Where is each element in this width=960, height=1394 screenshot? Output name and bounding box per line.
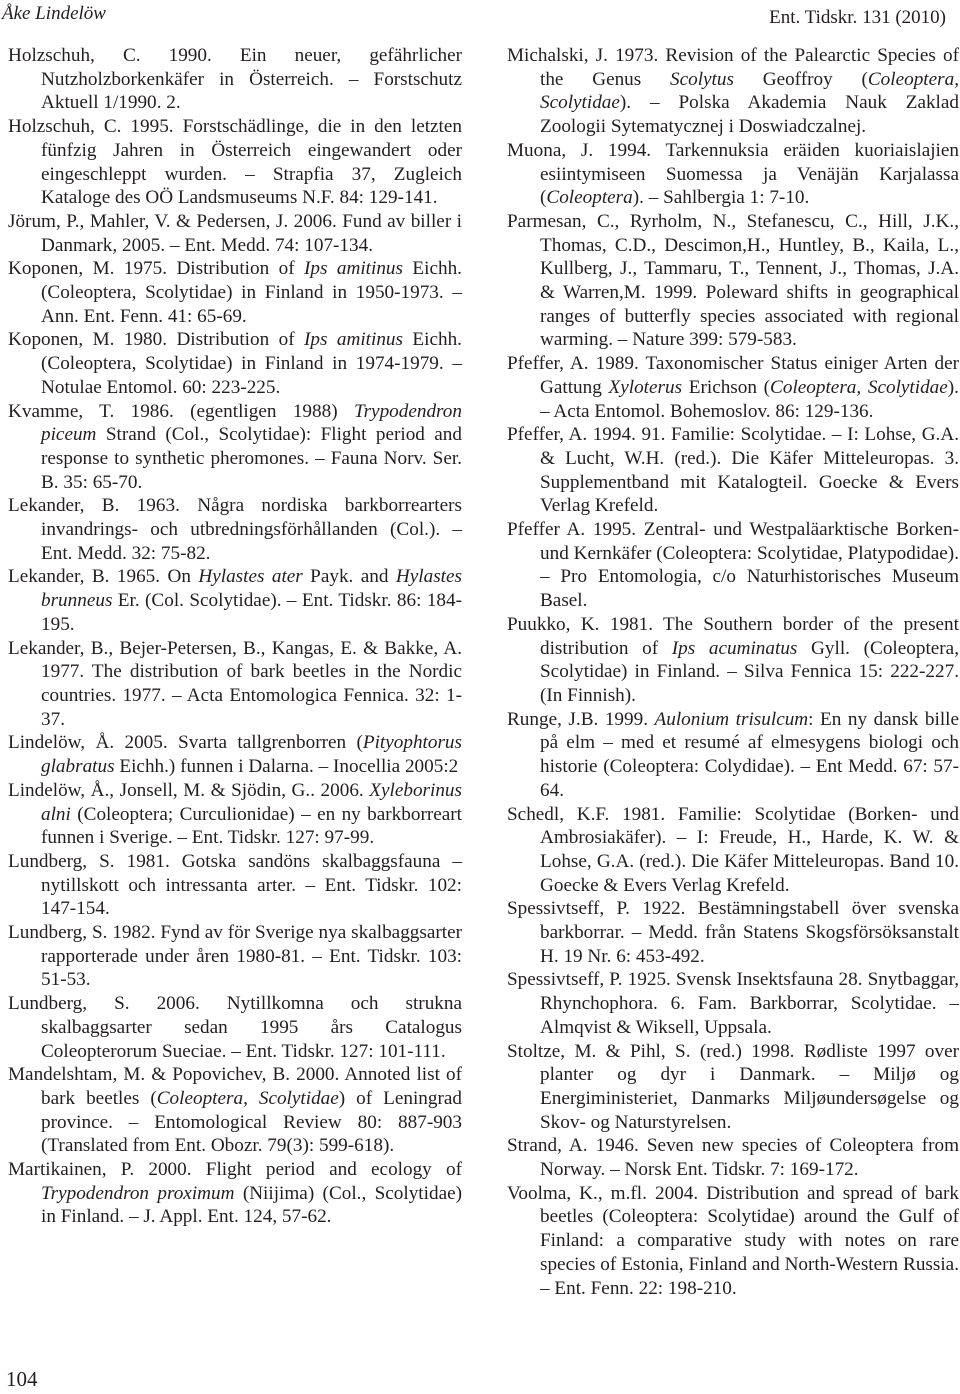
reference-italic-text: Trypodendron proximum <box>41 1182 235 1204</box>
reference-italic-text: Coleoptera, Scolytidae <box>540 68 959 114</box>
reference-text: Pfeffer A. 1995. Zentral- und Westpaläarktische Borken- und Kernkäfer (Coleoptera: Scolytidae, Platypodidae). – Pro Entomologia, c/o Naturhistorisches Museum Basel. <box>507 519 959 612</box>
reference-entry <box>507 518 959 613</box>
reference-text: Koponen, M. 1980. Distribution of <box>8 329 305 351</box>
reference-text: Schedl, K.F. 1981. Familie: Scolytidae (Borken- und Ambrosiakäfer). – I: Freude, H., Harde, K. W. & Lohse, G.A. (red.). Die Käfer Mitteleuropas. Band 10. Goecke & Evers Verlag Krefeld. <box>507 803 959 896</box>
reference-entry <box>8 210 462 257</box>
reference-text: Holzschuh, C. 1990. Ein neuer, gefährlicher Nutzholzborkenkäfer in Österreich. – Forstschutz Aktuell 1/1990. 2. <box>8 45 462 114</box>
reference-italic-text: Coleoptera, Scolytidae <box>770 376 948 398</box>
reference-text: Kvamme, T. 1986. (egentligen 1988) <box>8 400 354 422</box>
references-column-left <box>8 44 462 1229</box>
reference-text: Runge, J.B. 1999. <box>507 708 655 730</box>
reference-text: Geoffroy ( <box>733 68 868 90</box>
reference-text: Lekander, B. 1965. On <box>8 566 199 588</box>
reference-entry <box>507 897 959 968</box>
reference-text: Koponen, M. 1975. Distribution of <box>8 258 305 280</box>
reference-italic-text: Trypodendron piceum <box>41 400 462 446</box>
reference-italic-text: Ips amitinus <box>304 258 403 280</box>
reference-italic-text: Coleoptera <box>546 187 633 209</box>
reference-text: ). – Acta Entomol. Bohemoslov. 86: 129-136. <box>540 376 959 422</box>
reference-entry <box>507 1182 959 1301</box>
reference-text: Eichh.) funnen i Dalarna. – Inocellia 2005:2 <box>114 756 459 778</box>
reference-entry <box>507 708 959 803</box>
page-number: 104 <box>6 1367 38 1391</box>
reference-italic-text: Ips acuminatus <box>671 637 798 659</box>
references-column-right <box>507 44 959 1300</box>
reference-entry <box>8 328 462 399</box>
reference-entry <box>507 352 959 423</box>
reference-text: Lundberg, S. 2006. Nytillkomna och strukna skalbaggsarter sedan 1995 års Catalogus Coleopterorum Sueciae. – Ent. Tidskr. 127: 101-111. <box>8 993 462 1062</box>
reference-text: (Coleoptera; Curculionidae) – en ny barkborreart funnen i Sverige. – Ent. Tidskr. 127: 97-99. <box>41 803 462 849</box>
reference-text: Lindelöw, Å. 2005. Svarta tallgrenborren ( <box>8 732 363 754</box>
reference-text: Voolma, K., m.fl. 2004. Distribution and spread of bark beetles (Coleoptera: Scolytidae) around the Gulf of Finland: a comparative study with notes on rare species of Estonia, Finland and North-Western Russia. – Ent. Fenn. 22: 198-210. <box>507 1182 959 1299</box>
reference-italic-text: Aulonium trisulcum <box>654 708 809 730</box>
running-header-journal: Ent. Tidskr. 131 (2010) <box>769 7 946 28</box>
reference-text: Lundberg, S. 1981. Gotska sandöns skalbaggsfauna – nytillskott och intressanta arter. – Ent. Tidskr. 102: 147-154. <box>8 850 462 920</box>
reference-entry <box>8 257 462 328</box>
reference-text: Lindelöw, Å., Jonsell, M. & Sjödin, G.. 2006. <box>8 779 370 801</box>
reference-text: (Niijima) (Col., Scolytidae) in Finland. – J. Appl. Ent. 124, 57-62. <box>41 1182 462 1228</box>
reference-entry <box>507 210 959 352</box>
reference-entry <box>8 921 462 992</box>
reference-entry <box>8 992 462 1063</box>
reference-text: Gyll. (Coleoptera, Scolytidae) in Finland. – Silva Fennica 15: 222-227. (In Finnish). <box>540 637 959 706</box>
reference-entry <box>507 613 959 708</box>
reference-text: Lundberg, S. 1982. Fynd av för Sverige nya skalbaggsarter rapporterade under åren 1980-81. – Ent. Tidskr. 103: 51-53. <box>8 922 462 991</box>
reference-italic-text: Hylastes ater <box>198 566 303 588</box>
reference-text: Er. (Col. Scolytidae). – Ent. Tidskr. 86: 184-195. <box>41 590 462 635</box>
reference-entry <box>507 803 959 898</box>
reference-text: Parmesan, C., Ryrholm, N., Stefanescu, C., Hill, J.K., Thomas, C.D., Descimon,H., Huntley, B., Kaila, L., Kullberg, J., Tammaru, T., Tennent, J., Thomas, J.A. & Warren,M. 1999. Poleward shifts in geographical ranges of butterfly species associated with regional warming. – Nature 399: 579-583. <box>507 210 959 351</box>
reference-text: : En ny dansk bille på elm – med et resumé af elmesygens biologi och historie (Coleoptera: Colydidae). – Ent Medd. 67: 57-64. <box>540 708 959 801</box>
reference-text: Spessivtseff, P. 1922. Bestämningstabell över svenska barkborrar. – Medd. från Statens Skogsförsöksanstalt H. 19 Nr. 6: 453-492. <box>507 898 959 967</box>
reference-text: Lekander, B., Bejer-Petersen, B., Kangas, E. & Bakke, A. 1977. The distribution of bark beetles in the Nordic countries. 1977. – Acta Entomologica Fennica. 32: 1-37. <box>8 637 462 730</box>
reference-entry <box>8 637 462 732</box>
reference-text: Holzschuh, C. 1995. Forstschädlinge, die in den letzten fünfzig Jahren in Österreich eingewandert oder eingeschleppt wurden. – Strapfia 37, Zugleich Kataloge des OÖ Landsmuseums N.F. 84: 129-141. <box>8 116 462 209</box>
reference-italic-text: Scolytus <box>670 68 734 90</box>
reference-text: Martikainen, P. 2000. Flight period and ecology of <box>8 1159 462 1181</box>
reference-entry <box>8 115 462 210</box>
reference-text: Stoltze, M. & Pihl, S. (red.) 1998. Rødliste 1997 over planter og dyr i Danmark. – Miljø og Energiministeriet, Danmarks Miljøundersøgelse og Skov- og Naturstyrelsen. <box>507 1040 959 1133</box>
reference-text: Eichh. (Coleoptera, Scolytidae) in Finland in 1974-1979. – Notulae Entomol. 60: 223-225. <box>41 329 462 398</box>
reference-text: Lekander, B. 1963. Några nordiska barkborrearters invandrings- och utbredningsförhållanden (Col.). – Ent. Medd. 32: 75-82. <box>8 495 462 564</box>
reference-entry <box>8 779 462 850</box>
reference-text: Strand, A. 1946. Seven new species of Coleoptera from Norway. – Norsk Ent. Tidskr. 7: 169-172. <box>507 1135 959 1181</box>
reference-entry <box>8 850 462 921</box>
reference-text: Eichh. (Coleoptera, Scolytidae) in Finland in 1950-1973. – Ann. Ent. Fenn. 41: 65-69. <box>41 258 462 327</box>
reference-text: Puukko, K. 1981. The Southern border of the present distribution of <box>507 613 959 659</box>
reference-text: Spessivtseff, P. 1925. Svensk Insektsfauna 28. Snytbaggar, Rhynchophora. 6. Fam. Barkborrar, Scolytidae. – Almqvist & Wiksell, Uppsala. <box>507 969 959 1038</box>
reference-text: Mandelshtam, M. & Popovichev, B. 2000. Annoted list of bark beetles ( <box>8 1064 462 1109</box>
reference-entry <box>8 1158 462 1229</box>
reference-entry <box>507 968 959 1039</box>
reference-text: ). – Polska Akademia Nauk Zaklad Zoologii Sytematycznej i Doswiadczalnej. <box>540 92 959 138</box>
reference-entry <box>507 423 959 518</box>
reference-entry <box>507 1040 959 1135</box>
reference-text: Michalski, J. 1973. Revision of the Palearctic Species of the Genus <box>507 45 959 90</box>
reference-text: Erichson ( <box>682 376 771 398</box>
reference-text: ). – Sahlbergia 1: 7-10. <box>632 187 810 209</box>
reference-italic-text: Xyleborinus alni <box>41 779 462 825</box>
reference-italic-text: Coleoptera, Scolytidae <box>156 1087 339 1109</box>
reference-italic-text: Pityophtorus glabratus <box>41 732 462 778</box>
reference-italic-text: Ips amitinus <box>304 329 403 351</box>
reference-italic-text: Hylastes brunneus <box>41 566 462 612</box>
reference-text: ) of Leningrad province. – Entomological Review 80: 887-903 (Translated from Ent. Obozr. 79(3): 599-618). <box>41 1087 462 1157</box>
running-header-author: Åke Lindelöw <box>2 3 106 24</box>
reference-text: Jörum, P., Mahler, V. & Pedersen, J. 2006. Fund av biller i Danmark, 2005. – Ent. Medd. 74: 107-134. <box>8 210 462 256</box>
reference-entry <box>507 139 959 210</box>
reference-italic-text: Xyloterus <box>608 376 683 398</box>
reference-text: Muona, J. 1994. Tarkennuksia eräiden kuoriaislajien esiintymiseen Suomessa ja Venäjän Karjalassa ( <box>507 139 959 209</box>
reference-entry <box>507 1134 959 1181</box>
reference-entry <box>8 494 462 565</box>
reference-text: Pfeffer, A. 1989. Taxonomischer Status einiger Arten der Gattung <box>507 353 959 398</box>
reference-entry <box>8 1063 462 1158</box>
reference-text: Pfeffer, A. 1994. 91. Familie: Scolytidae. – I: Lohse, G.A. & Lucht, W.H. (red.). Die Käfer Mitteleuropas. 3. Supplementband mit Katalogteil. Goecke & Evers Verlag Krefeld. <box>507 424 959 517</box>
reference-text: Payk. and <box>302 566 396 588</box>
reference-entry <box>507 44 959 139</box>
reference-text: Strand (Col., Scolytidae): Flight period and response to synthetic pheromones. – Fauna Norv. Ser. B. 35: 65-70. <box>41 424 462 493</box>
reference-entry <box>8 44 462 115</box>
reference-entry <box>8 400 462 495</box>
reference-entry <box>8 731 462 778</box>
reference-entry <box>8 565 462 636</box>
